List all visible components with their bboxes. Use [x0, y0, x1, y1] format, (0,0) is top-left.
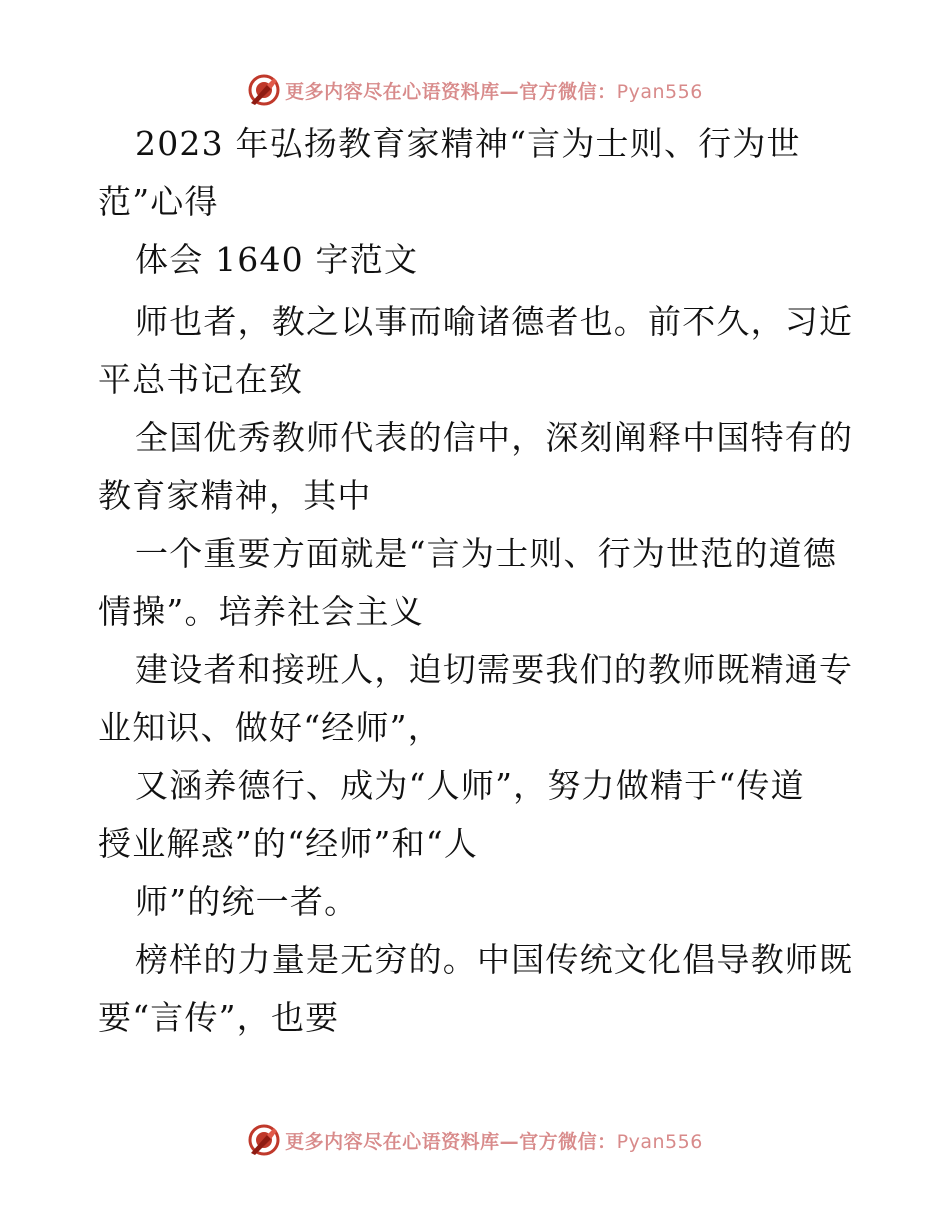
footer-watermark — [0, 1120, 950, 1160]
document-title-line-1: 2023 年弘扬教育家精神“言为士则、行为世 — [135, 124, 801, 163]
paragraph-line: 平总书记在致 — [98, 360, 304, 399]
paragraph-line: 师”的统一者。 — [135, 882, 359, 921]
paragraph-line: 情操”。培养社会主义 — [98, 592, 424, 631]
paragraph-line: 榜样的力量是无穷的。中国传统文化倡导教师既 — [135, 940, 854, 979]
document-subtitle-line: 体会 1640 字范文 — [135, 240, 419, 279]
header-watermark — [0, 70, 950, 110]
paragraph-line: 师也者，教之以事而喻诸德者也。前不久，习近 — [135, 302, 854, 341]
watermark-wechat-id: Pyan556 — [616, 1130, 703, 1153]
watermark-text — [285, 77, 703, 104]
paragraph-line: 又涵养德行、成为“人师”，努力做精于“传道 — [135, 766, 805, 805]
watermark-text — [285, 1127, 703, 1154]
paragraph-line: 一个重要方面就是“言为士则、行为世范的道德 — [135, 534, 838, 573]
paragraph-line: 全国优秀教师代表的信中，深刻阐释中国特有的 — [135, 418, 854, 457]
paragraph-line: 建设者和接班人，迫切需要我们的教师既精通专 — [135, 650, 854, 689]
paragraph-line: 教育家精神，其中 — [98, 476, 372, 515]
pen-logo-icon — [247, 1123, 281, 1157]
watermark-main-text: 更多内容尽在心语资料库—官方微信： — [285, 1130, 617, 1153]
paragraph-line: 业知识、做好“经师”， — [98, 708, 442, 747]
paragraph-line: 要“言传”，也要 — [98, 998, 340, 1037]
pen-logo-icon — [247, 73, 281, 107]
paragraph-line: 授业解惑”的“经师”和“人 — [98, 824, 479, 863]
watermark-wechat-id: Pyan556 — [616, 80, 703, 103]
watermark-main-text: 更多内容尽在心语资料库—官方微信： — [285, 80, 617, 103]
document-title-line-2: 范”心得 — [98, 182, 219, 221]
